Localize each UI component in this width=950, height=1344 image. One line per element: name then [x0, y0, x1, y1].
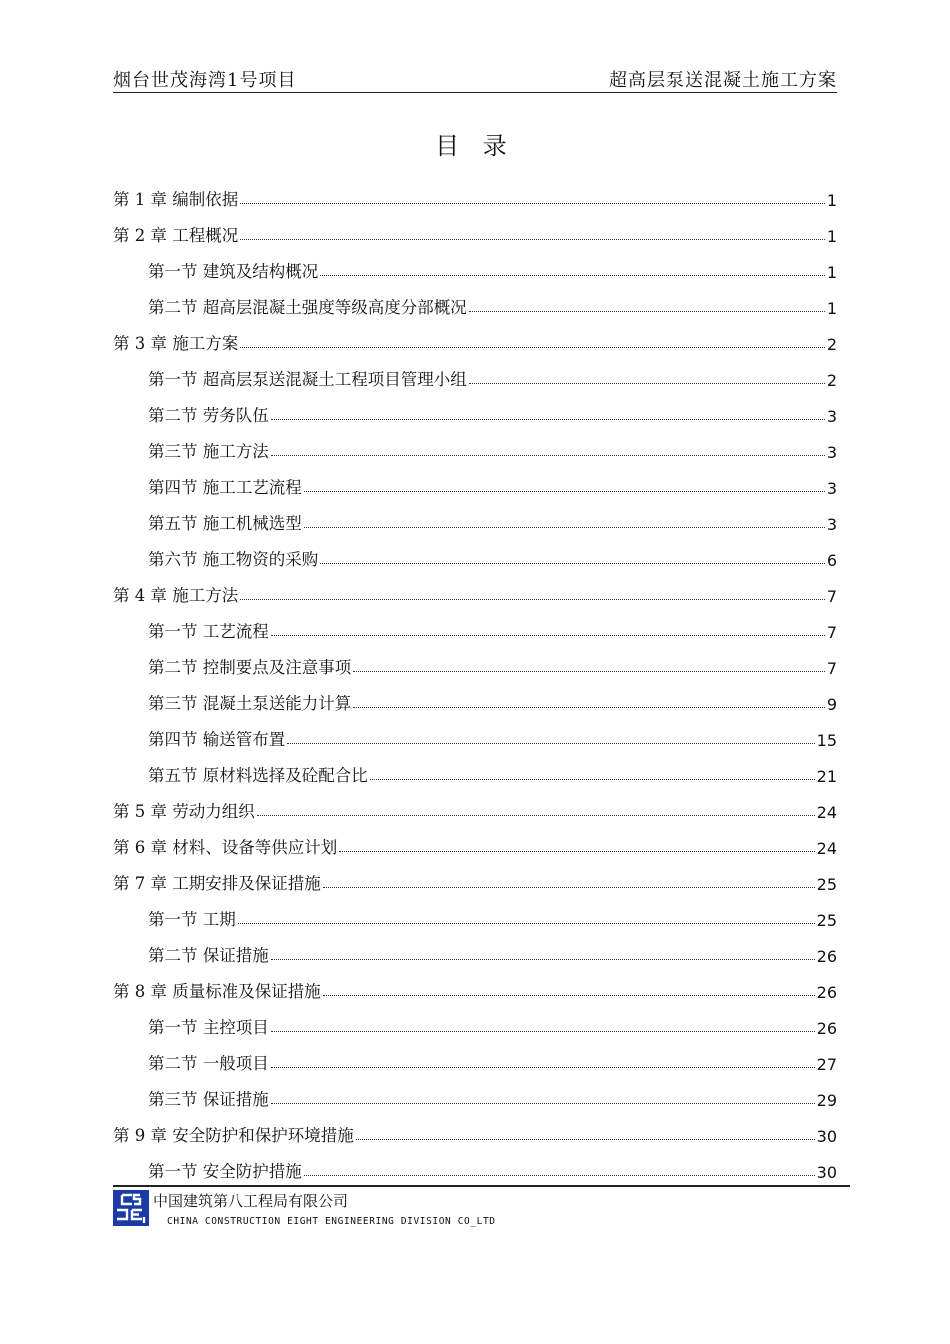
toc-dot-leader: [271, 958, 815, 960]
toc-dot-leader: [287, 742, 814, 744]
toc-entry-page-number: 7: [826, 623, 837, 642]
toc-entry-page-number: 1: [826, 227, 837, 246]
toc-dot-leader: [469, 382, 825, 384]
toc-entry-label: 第四节 施工工艺流程: [148, 478, 302, 497]
toc-entry[interactable]: [113, 684, 837, 714]
toc-entry[interactable]: [113, 504, 837, 534]
toc-entry-page-number: 25: [816, 911, 837, 930]
toc-entry-page-number: 27: [816, 1055, 837, 1074]
toc-dot-leader: [271, 1066, 815, 1068]
toc-entry-label: 第三节 混凝土泵送能力计算: [148, 694, 352, 713]
toc-entry-label: 第一节 工艺流程: [148, 622, 269, 641]
toc-entry-page-number: 26: [816, 1019, 837, 1038]
toc-dot-leader: [271, 634, 825, 636]
toc-dot-leader: [353, 670, 825, 672]
toc-entry-label: 第一节 建筑及结构概况: [148, 262, 319, 281]
toc-entry-page-number: 1: [826, 191, 837, 210]
toc-dot-leader: [356, 1138, 815, 1140]
toc-entry[interactable]: [113, 792, 837, 822]
toc-dot-leader: [353, 706, 825, 708]
toc-entry-label: 第二节 一般项目: [148, 1054, 269, 1073]
toc-entry-label: 第五节 施工机械选型: [148, 514, 302, 533]
toc-entry-label: 第二节 劳务队伍: [148, 406, 269, 425]
toc-entry-page-number: 6: [826, 551, 837, 570]
toc-entry-label: 第三节 施工方法: [148, 442, 269, 461]
toc-dot-leader: [320, 562, 825, 564]
toc-entry-label: 第三节 保证措施: [148, 1090, 269, 1109]
toc-entry-page-number: 3: [826, 515, 837, 534]
toc-entry[interactable]: [113, 612, 837, 642]
toc-entry-label: 第 8 章 质量标准及保证措施: [113, 982, 321, 1001]
toc-entry-label: 第 9 章 安全防护和保护环境措施: [113, 1126, 354, 1145]
toc-entry-label: 第 5 章 劳动力组织: [113, 802, 255, 821]
toc-dot-leader: [240, 202, 825, 204]
footer-divider: [113, 1185, 850, 1187]
toc-entry[interactable]: [113, 864, 837, 894]
toc-dot-leader: [323, 994, 815, 996]
toc-entry-page-number: 3: [826, 443, 837, 462]
toc-entry[interactable]: [113, 468, 837, 498]
toc-entry-page-number: 30: [816, 1127, 837, 1146]
toc-entry-label: 第 3 章 施工方案: [113, 334, 239, 353]
toc-dot-leader: [271, 1030, 815, 1032]
toc-entry-label: 第五节 原材料选择及砼配合比: [148, 766, 368, 785]
toc-entry-page-number: 26: [816, 983, 837, 1002]
toc-entry[interactable]: [113, 576, 837, 606]
toc-dot-leader: [257, 814, 815, 816]
toc-dot-leader: [469, 310, 825, 312]
toc-entry-label: 第 2 章 工程概况: [113, 226, 239, 245]
toc-entry[interactable]: [113, 432, 837, 462]
toc-entry[interactable]: [113, 396, 837, 426]
toc-dot-leader: [271, 454, 825, 456]
toc-entry[interactable]: [113, 900, 837, 930]
toc-dot-leader: [304, 490, 825, 492]
toc-entry-page-number: 7: [826, 587, 837, 606]
toc-entry-label: 第六节 施工物资的采购: [148, 550, 319, 569]
toc-entry[interactable]: [113, 216, 837, 246]
toc-entry[interactable]: [113, 1044, 837, 1074]
toc-entry[interactable]: [113, 756, 837, 786]
toc-dot-leader: [304, 1174, 815, 1176]
toc-entry-page-number: 1: [826, 263, 837, 282]
toc-entry-label: 第二节 保证措施: [148, 946, 269, 965]
toc-entry-label: 第 6 章 材料、设备等供应计划: [113, 838, 338, 857]
toc-entry[interactable]: [113, 972, 837, 1002]
toc-dot-leader: [323, 886, 815, 888]
toc-title: 目 录: [435, 132, 515, 160]
header-project-name: 烟台世茂海湾1号项目: [113, 70, 297, 91]
header-document-title: 超高层泵送混凝土施工方案: [609, 70, 837, 91]
toc-entry-page-number: 3: [826, 479, 837, 498]
toc-dot-leader: [240, 238, 825, 240]
toc-entry-page-number: 2: [826, 371, 837, 390]
toc-dot-leader: [339, 850, 814, 852]
toc-dot-leader: [240, 346, 825, 348]
toc-entry-page-number: 9: [826, 695, 837, 714]
toc-entry[interactable]: [113, 720, 837, 750]
toc-entry-label: 第 7 章 工期安排及保证措施: [113, 874, 321, 893]
toc-entry-label: 第一节 工期: [148, 910, 236, 929]
toc-entry[interactable]: [113, 1080, 837, 1110]
toc-entry[interactable]: [113, 648, 837, 678]
toc-entry-label: 第 4 章 施工方法: [113, 586, 239, 605]
toc-entry-page-number: 7: [826, 659, 837, 678]
toc-entry-page-number: 24: [816, 839, 837, 858]
toc-entry[interactable]: [113, 1116, 837, 1146]
toc-entry-page-number: 15: [816, 731, 837, 750]
toc-entry[interactable]: [113, 252, 837, 282]
toc-entry[interactable]: [113, 360, 837, 390]
toc-dot-leader: [370, 778, 815, 780]
toc-entry[interactable]: [113, 540, 837, 570]
toc-dot-leader: [238, 922, 815, 924]
toc-entry-label: 第一节 主控项目: [148, 1018, 269, 1037]
toc-dot-leader: [304, 526, 825, 528]
toc-entry[interactable]: [113, 324, 837, 354]
footer-company-chinese: 中国建筑第八工程局有限公司: [153, 1192, 349, 1210]
toc-entry[interactable]: [113, 1152, 837, 1182]
toc-entry[interactable]: [113, 936, 837, 966]
toc-entry[interactable]: [113, 288, 837, 318]
toc-entry[interactable]: [113, 1008, 837, 1038]
toc-entry-page-number: 29: [816, 1091, 837, 1110]
toc-entry[interactable]: [113, 828, 837, 858]
toc-entry-label: 第一节 超高层泵送混凝土工程项目管理小组: [148, 370, 467, 389]
toc-entry-page-number: 3: [826, 407, 837, 426]
toc-entry-page-number: 26: [816, 947, 837, 966]
toc-entry-label: 第二节 超高层混凝土强度等级高度分部概况: [148, 298, 467, 317]
toc-entry-label: 第一节 安全防护措施: [148, 1162, 302, 1181]
page-header: [113, 62, 837, 93]
toc-entry[interactable]: [113, 180, 837, 210]
toc-dot-leader: [240, 598, 825, 600]
toc-entry-page-number: 24: [816, 803, 837, 822]
toc-entry-page-number: 2: [826, 335, 837, 354]
toc-entry-label: 第 1 章 编制依据: [113, 190, 239, 209]
toc-dot-leader: [320, 274, 825, 276]
toc-entry-page-number: 30: [816, 1163, 837, 1182]
toc-entry-label: 第四节 输送管布置: [148, 730, 286, 749]
footer-company-english: CHINA CONSTRUCTION EIGHT ENGINEERING DIVISION CO_LTD: [167, 1216, 496, 1227]
toc-dot-leader: [271, 1102, 815, 1104]
cscec-logo-icon: [113, 1190, 149, 1226]
toc-entry-page-number: 21: [816, 767, 837, 786]
toc-dot-leader: [271, 418, 825, 420]
toc-entry-page-number: 1: [826, 299, 837, 318]
toc-entry-label: 第二节 控制要点及注意事项: [148, 658, 352, 677]
toc-entry-page-number: 25: [816, 875, 837, 894]
